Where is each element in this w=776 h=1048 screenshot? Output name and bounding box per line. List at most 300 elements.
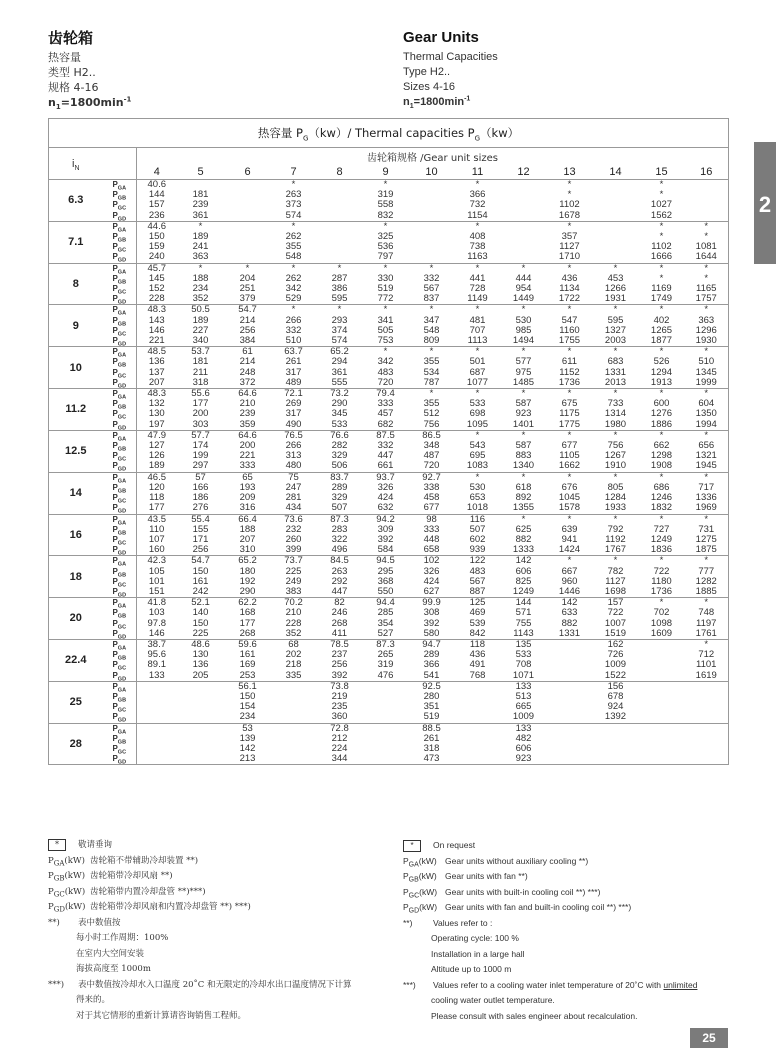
value-cell: 712 — [685, 650, 729, 660]
value-cell: 70.2 — [284, 597, 303, 609]
value-cell: 48.3 — [147, 388, 166, 400]
value-cell: 168 — [239, 608, 256, 619]
value-cell — [685, 190, 729, 200]
power-label: $P_{GB}$ — [103, 483, 137, 493]
value-cell: 683 — [607, 357, 624, 368]
value-cell — [685, 211, 729, 222]
value-cell: 374 — [331, 325, 348, 336]
value-cell: 985 — [515, 325, 532, 336]
value-cell: 92.7 — [422, 472, 441, 483]
ratio-cell: 6.3 — [49, 180, 103, 222]
value-cell: 344 — [317, 754, 363, 765]
value-cell: 1913 — [639, 378, 685, 389]
power-label: $P_{GB}$ — [103, 608, 137, 618]
value-cell — [639, 702, 685, 712]
value-cell: * — [521, 430, 526, 441]
value-cell: 50.5 — [191, 304, 210, 316]
value-cell — [177, 692, 225, 702]
notes-english: * On request $P_{GA}(kW)$ Gear units without auxiliary cooling **) $P_{GB}(kW)$ Gear units with fan **) $P_{GC}(kW)$ Gear units with built-in cooling coil **) ***) $P_{GD}(kW)$ Gear units with fan and built-in cooling coil **) ***) **) Values refer to : Operating cycle: 100 % Installation in a large hall Altitude up to 1000 m ***) Values refer to a cooling water inlet temperature of 20˚C with unlimited cooling water outlet temperature. Please consult with sales engineer about recalculation. — [403, 838, 743, 1024]
value-cell: 506 — [317, 461, 363, 472]
value-cell: 611 — [561, 357, 578, 368]
table-row — [49, 180, 729, 191]
value-cell — [547, 723, 593, 734]
value-cell — [685, 734, 729, 744]
value-cell: 139 — [239, 733, 256, 744]
value-cell: 580 — [409, 629, 455, 640]
value-cell: 236 — [137, 211, 177, 222]
value-cell: * — [659, 388, 664, 400]
value-cell: 708 — [515, 660, 532, 671]
value-cell: 241 — [192, 242, 209, 253]
value-cell: * — [198, 221, 203, 232]
value-cell — [137, 754, 177, 765]
value-cell: * — [475, 430, 480, 441]
value-cell: 487 — [423, 451, 440, 462]
value-cell: 150 — [192, 566, 209, 577]
value-cell: 809 — [409, 336, 455, 347]
ratio-cell: 14 — [49, 472, 103, 514]
value-cell — [547, 650, 593, 660]
value-cell: 88.5 — [422, 723, 441, 734]
power-label: $P_{GB}$ — [103, 399, 137, 409]
value-cell: 1331 — [547, 629, 593, 640]
value-cell: 832 — [363, 211, 409, 222]
value-cell: 1609 — [639, 629, 685, 640]
value-cell: 924 — [607, 702, 624, 713]
value-cell: 756 — [607, 441, 624, 452]
size-header: 5 — [177, 164, 225, 180]
value-cell: 1355 — [501, 503, 547, 514]
value-cell: 166 — [192, 482, 209, 493]
value-cell: 68 — [288, 639, 299, 650]
value-cell: 269 — [285, 399, 302, 410]
value-cell — [409, 252, 455, 263]
power-label: $P_{GC}$ — [103, 577, 137, 587]
value-cell: 282 — [331, 441, 348, 452]
value-cell — [177, 681, 225, 692]
value-cell — [639, 660, 685, 670]
value-cell: 136 — [148, 357, 165, 368]
value-cell: 285 — [377, 608, 394, 619]
value-cell — [317, 232, 363, 242]
value-cell: 707 — [469, 325, 486, 336]
value-cell — [455, 734, 501, 744]
value-cell: 308 — [423, 608, 440, 619]
value-cell: 262 — [285, 232, 302, 243]
value-cell: 1736 — [639, 587, 685, 598]
value-cell: * — [613, 304, 618, 316]
value-cell — [593, 211, 639, 222]
size-header: 7 — [271, 164, 317, 180]
table-row — [49, 263, 729, 274]
value-cell: 505 — [377, 325, 394, 336]
value-cell: 1336 — [685, 493, 729, 503]
value-cell: 954 — [515, 284, 532, 295]
value-cell: 332 — [377, 441, 394, 452]
value-cell: 265 — [377, 650, 394, 661]
value-cell: 122 — [469, 555, 486, 567]
value-cell: 550 — [363, 587, 409, 598]
value-cell: 150 — [148, 232, 165, 243]
table-row — [49, 660, 729, 670]
value-cell: * — [475, 346, 480, 358]
value-cell — [639, 692, 685, 702]
value-cell: 1296 — [685, 326, 729, 336]
ratio-cell: 10 — [49, 347, 103, 389]
value-cell — [363, 723, 409, 734]
table-row — [49, 430, 729, 441]
value-cell: 1102 — [559, 200, 580, 211]
value-cell: 261 — [423, 733, 440, 744]
value-cell: 720 — [363, 378, 409, 389]
power-label: $P_{GC}$ — [103, 409, 137, 419]
value-cell — [501, 252, 547, 263]
value-cell — [501, 200, 547, 210]
table-row — [49, 556, 729, 567]
value-cell: 61 — [242, 346, 253, 358]
value-cell: 571 — [515, 608, 532, 619]
value-cell: 287 — [331, 273, 348, 284]
header-chinese — [48, 28, 131, 110]
type-cn: 类型 H2.. — [48, 66, 96, 79]
value-cell: 363 — [685, 316, 729, 326]
value-cell: 602 — [469, 534, 486, 545]
value-cell: 38.7 — [147, 639, 166, 650]
value-cell: * — [337, 304, 342, 316]
value-cell: 75 — [288, 472, 299, 483]
value-cell: 1113 — [455, 336, 501, 347]
table-row — [49, 409, 729, 419]
table-row — [49, 316, 729, 326]
value-cell: * — [383, 221, 388, 232]
value-cell: 658 — [409, 545, 455, 556]
value-cell: 221 — [137, 336, 177, 347]
value-cell: 534 — [423, 367, 440, 378]
value-cell — [317, 252, 363, 263]
value-cell: * — [291, 221, 296, 232]
value-cell: 892 — [515, 493, 532, 504]
value-cell — [593, 734, 639, 744]
value-cell: 357 — [561, 232, 578, 243]
value-cell: * — [567, 304, 572, 316]
value-cell: * — [521, 472, 526, 483]
value-cell: 753 — [363, 336, 409, 347]
value-cell: 62.2 — [238, 597, 257, 609]
value-cell: 335 — [271, 671, 317, 682]
ratio-cell: 16 — [49, 514, 103, 556]
value-cell: * — [567, 179, 572, 190]
value-cell: 632 — [363, 503, 409, 514]
value-cell: * — [685, 274, 729, 284]
value-cell — [501, 232, 547, 242]
value-cell — [547, 702, 593, 712]
value-cell: 941 — [561, 534, 578, 545]
value-cell: 379 — [225, 294, 271, 305]
value-cell — [547, 692, 593, 702]
value-cell: 1009 — [501, 712, 547, 723]
value-cell: 214 — [239, 357, 256, 368]
value-cell: 1143 — [501, 629, 547, 640]
value-cell: * — [475, 263, 480, 274]
value-cell: 210 — [239, 399, 256, 410]
value-cell: 1314 — [604, 409, 627, 420]
value-cell: 118 — [469, 639, 486, 650]
value-cell: 44.6 — [147, 221, 166, 232]
value-cell: 342 — [285, 284, 302, 295]
value-cell: 43.5 — [147, 514, 166, 525]
power-label: $P_{GC}$ — [103, 493, 137, 503]
power-label: $P_{GA}$ — [103, 472, 137, 483]
value-cell — [501, 180, 547, 191]
value-cell: 221 — [239, 451, 256, 462]
value-cell: 792 — [607, 524, 624, 535]
value-cell: 1077 — [455, 378, 501, 389]
table-row — [49, 461, 729, 472]
value-cell: 204 — [239, 273, 256, 284]
value-cell: 526 — [653, 357, 670, 368]
value-cell — [593, 252, 639, 263]
value-cell: 1350 — [685, 409, 729, 419]
value-cell — [177, 723, 225, 734]
power-label: $P_{GA}$ — [103, 681, 137, 692]
value-cell: 76.5 — [284, 430, 303, 441]
value-cell: 665 — [515, 702, 532, 713]
value-cell: * — [521, 304, 526, 316]
value-cell — [177, 754, 225, 765]
value-cell: 197 — [137, 420, 177, 431]
value-cell: * — [659, 179, 664, 190]
value-cell: 695 — [469, 451, 486, 462]
power-label: $P_{GD}$ — [103, 712, 137, 723]
value-cell: 1698 — [593, 587, 639, 598]
title-en: Gear Units — [403, 29, 479, 46]
value-cell: 268 — [331, 618, 348, 629]
value-cell: 144 — [148, 190, 165, 201]
value-cell: 318 — [423, 743, 440, 754]
value-cell: 310 — [225, 545, 271, 556]
value-cell: 558 — [377, 200, 394, 211]
ratio-cell: 11.2 — [49, 389, 103, 431]
value-cell: 209 — [239, 493, 256, 504]
value-cell: 434 — [271, 503, 317, 514]
value-cell: 262 — [285, 273, 302, 284]
power-label: $P_{GD}$ — [103, 336, 137, 347]
value-cell: 772 — [363, 294, 409, 305]
value-cell: 144 — [515, 597, 532, 609]
value-cell: 83.7 — [330, 472, 349, 483]
value-cell: 483 — [377, 367, 394, 378]
power-label: $P_{GD}$ — [103, 754, 137, 765]
ratio-cell: 18 — [49, 556, 103, 598]
value-cell: 142 — [561, 597, 578, 609]
value-cell: 606 — [515, 743, 532, 754]
value-cell — [317, 180, 363, 191]
value-cell: 59.6 — [238, 639, 257, 650]
value-cell: 188 — [192, 273, 209, 284]
speed-cn: $n_1=1800\min^{-1}$ — [48, 95, 132, 112]
value-cell — [317, 190, 363, 200]
value-cell: 355 — [285, 242, 302, 253]
value-cell: 543 — [469, 441, 486, 452]
ratio-cell: 8 — [49, 263, 103, 305]
value-cell: 738 — [469, 242, 486, 253]
value-cell: 180 — [239, 566, 256, 577]
value-cell: 64.6 — [238, 388, 257, 400]
note-item: $P_{GD}(kW)$ 齿轮箱带冷却风扇和内置冷却盘管 **) ***) — [48, 902, 251, 914]
value-cell: * — [659, 597, 664, 609]
on-request-box: * — [48, 839, 66, 851]
value-cell: 1392 — [593, 712, 639, 723]
value-cell: 1163 — [455, 252, 501, 263]
value-cell — [137, 712, 177, 723]
value-cell: 94.4 — [376, 597, 395, 609]
value-cell: 340 — [177, 336, 225, 347]
table-title: 热容量 $P_G(kw)/$ Thermal capacities $P_G(kw)$ — [49, 119, 729, 148]
value-cell: 293 — [331, 315, 348, 326]
value-cell: 136 — [192, 660, 209, 671]
table-row — [49, 545, 729, 556]
value-cell: 207 — [137, 378, 177, 389]
value-cell: 189 — [192, 315, 209, 326]
value-cell: 1836 — [639, 545, 685, 556]
value-cell: 448 — [423, 534, 440, 545]
table-row — [49, 294, 729, 305]
value-cell: * — [613, 472, 618, 483]
value-cell: 1105 — [559, 451, 580, 462]
value-cell: 483 — [469, 566, 486, 577]
value-cell: * — [475, 388, 480, 400]
value-cell: 1969 — [685, 503, 729, 514]
table-row — [49, 503, 729, 514]
value-cell: 92.5 — [422, 681, 441, 692]
value-cell: 161 — [239, 650, 256, 661]
size-header: 11 — [455, 164, 501, 180]
value-cell: 787 — [409, 378, 455, 389]
value-cell: 99.9 — [422, 597, 441, 609]
value-cell: 212 — [331, 733, 348, 744]
value-cell: 361 — [331, 367, 348, 378]
value-cell: 604 — [685, 399, 729, 409]
value-cell: 294 — [331, 357, 348, 368]
value-cell: * — [659, 273, 664, 284]
value-cell: 266 — [285, 315, 302, 326]
value-cell: 777 — [685, 567, 729, 577]
value-cell: * — [475, 304, 480, 316]
power-label: $P_{GD}$ — [103, 587, 137, 598]
value-cell: 667 — [561, 566, 578, 577]
value-cell: 1327 — [604, 325, 627, 336]
value-cell: * — [685, 232, 729, 242]
table-row — [49, 493, 729, 503]
value-cell: * — [613, 388, 618, 400]
value-cell — [225, 180, 271, 191]
value-cell: 539 — [469, 618, 486, 629]
value-cell: 246 — [331, 608, 348, 619]
value-cell — [137, 723, 177, 734]
value-cell — [225, 211, 271, 222]
value-cell: 481 — [469, 315, 486, 326]
value-cell: 155 — [192, 524, 209, 535]
value-cell: 1165 — [685, 284, 729, 294]
value-cell: 722 — [653, 566, 670, 577]
value-cell: 118 — [149, 493, 165, 504]
value-cell — [317, 200, 363, 210]
value-cell: 189 — [137, 461, 177, 472]
power-label: $P_{GA}$ — [103, 639, 137, 650]
table-row — [49, 357, 729, 367]
value-cell — [455, 702, 501, 712]
value-cell: 548 — [271, 252, 317, 263]
value-cell: 1662 — [547, 461, 593, 472]
value-cell — [547, 712, 593, 723]
power-label: $P_{GB}$ — [103, 357, 137, 367]
value-cell: 444 — [515, 273, 532, 284]
value-cell: * — [685, 263, 729, 274]
value-cell: 132 — [148, 399, 165, 410]
value-cell — [685, 200, 729, 210]
value-cell — [137, 681, 177, 692]
power-label: $P_{GC}$ — [103, 619, 137, 629]
value-cell: 76.6 — [330, 430, 349, 441]
value-cell: 263 — [331, 566, 348, 577]
value-cell: 281 — [285, 493, 302, 504]
value-cell: 1127 — [559, 242, 580, 253]
table-row — [49, 221, 729, 232]
value-cell: 1578 — [547, 503, 593, 514]
value-cell: 289 — [423, 650, 440, 661]
value-cell: 1192 — [605, 534, 626, 545]
value-cell: 137 — [148, 367, 165, 378]
value-cell: 116 — [469, 514, 486, 525]
value-cell: 1519 — [593, 629, 639, 640]
value-cell: 72.8 — [330, 723, 349, 734]
value-cell: 453 — [607, 273, 624, 284]
ratio-cell: 25 — [49, 681, 103, 723]
value-cell — [501, 221, 547, 232]
value-cell: 103 — [148, 608, 165, 619]
power-label: $P_{GC}$ — [103, 535, 137, 545]
value-cell: 1767 — [593, 545, 639, 556]
value-cell — [547, 671, 593, 682]
size-header: 9 — [363, 164, 409, 180]
value-cell: 242 — [177, 587, 225, 598]
value-cell: * — [383, 179, 388, 190]
value-cell: 319 — [377, 660, 394, 671]
value-cell: 352 — [177, 294, 225, 305]
table-row — [49, 702, 729, 712]
value-cell: 489 — [271, 378, 317, 389]
value-cell: 325 — [377, 232, 394, 243]
value-cell: 883 — [515, 451, 532, 462]
value-cell: 330 — [377, 273, 394, 284]
power-label: $P_{GD}$ — [103, 252, 137, 263]
value-cell: 181 — [192, 190, 209, 201]
value-cell: 366 — [423, 660, 440, 671]
value-cell: 309 — [377, 524, 394, 535]
value-cell: 292 — [331, 576, 348, 587]
value-cell: * — [685, 347, 729, 358]
value-cell: * — [383, 263, 388, 274]
value-cell: 1127 — [605, 576, 626, 587]
value-cell: 237 — [331, 650, 348, 661]
value-cell: 384 — [225, 336, 271, 347]
value-cell: 133 — [515, 681, 532, 692]
power-label: $P_{GB}$ — [103, 734, 137, 744]
value-cell: 53.7 — [191, 346, 210, 358]
size-header: 13 — [547, 164, 593, 180]
value-cell: 595 — [607, 315, 624, 326]
value-cell — [639, 734, 685, 744]
